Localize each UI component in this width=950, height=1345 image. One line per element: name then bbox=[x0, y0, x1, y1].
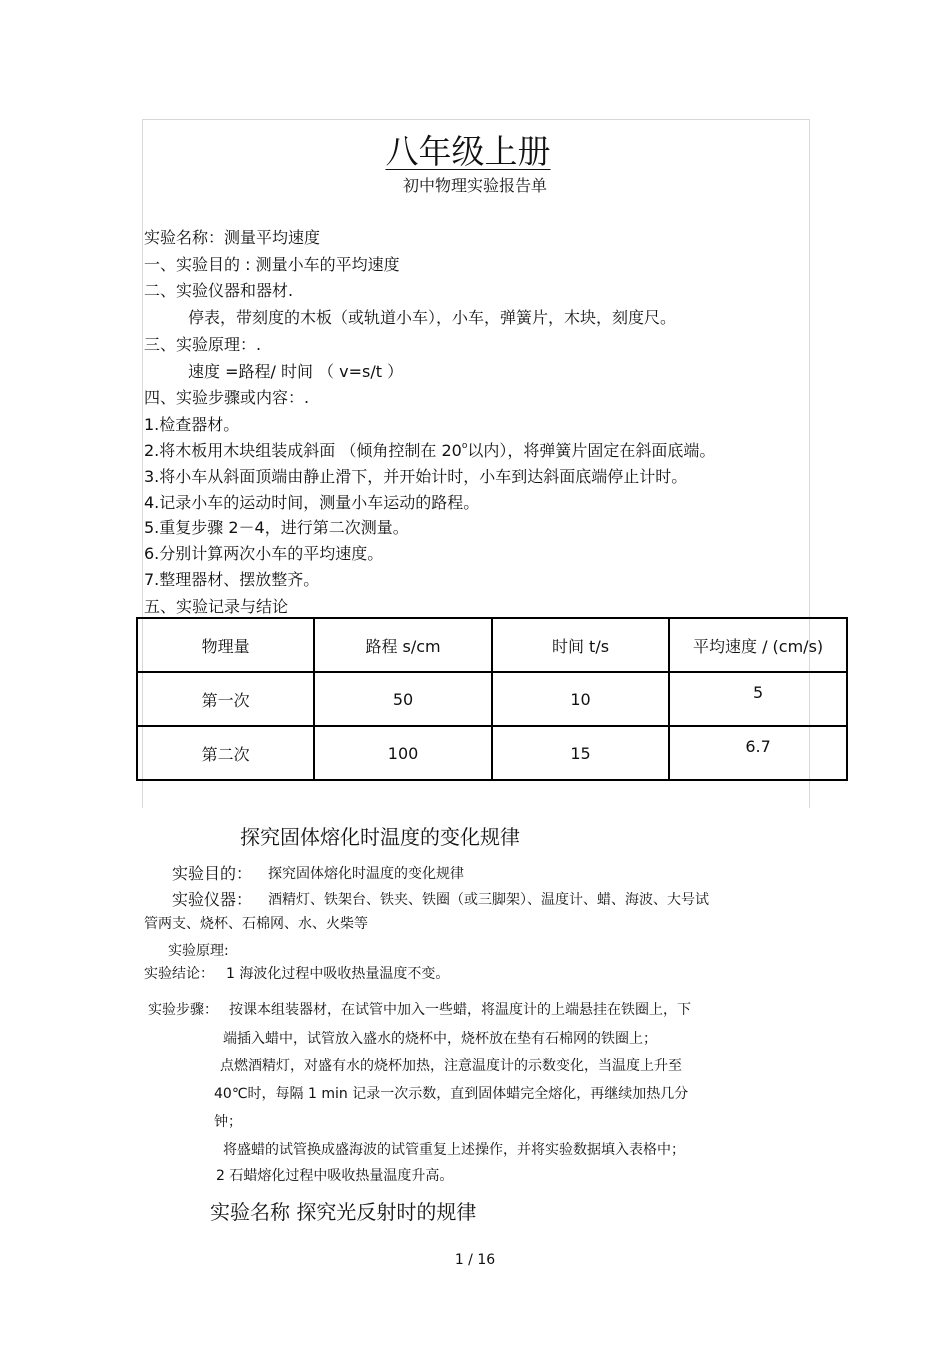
equipment-heading: 二、实验仪器和器材. bbox=[144, 281, 294, 300]
experiment-name: 实验名称：测量平均速度 bbox=[144, 228, 321, 247]
melting-equipment: 酒精灯、铁架台、铁夹、铁圈（或三脚架）、温度计、蜡、海波、大号试 bbox=[268, 892, 709, 908]
table-header-cell: 路程 s/cm bbox=[314, 618, 492, 672]
melting-equipment-cont: 管两支、烧杯、石棉网、水、火柴等 bbox=[144, 916, 368, 932]
table-header-cell: 物理量 bbox=[137, 618, 314, 672]
table-row bbox=[137, 726, 847, 780]
equipment-list: 停表，带刻度的木板（或轨道小车），小车，弹簧片，木块，刻度尺。 bbox=[188, 308, 677, 327]
step-7: 7.整理器材、摆放整齐。 bbox=[144, 570, 320, 589]
table-cell: 50 bbox=[314, 672, 492, 726]
table-cell: 10 bbox=[492, 672, 669, 726]
table-header-cell: 时间 t/s bbox=[492, 618, 669, 672]
step-5: 5.重复步骤 2－4，进行第二次测量。 bbox=[144, 518, 409, 537]
step-1: 1.检查器材。 bbox=[144, 415, 240, 434]
steps-line-5: 钟； bbox=[214, 1114, 242, 1130]
table-header-cell: 平均速度 / (cm/s) bbox=[669, 618, 847, 672]
steps-line-3: 点燃酒精灯，对盛有水的烧杯加热，注意温度计的示数变化，当温度上升至 bbox=[220, 1058, 682, 1074]
section-title-reflection: 实验名称 探究光反射时的规律 bbox=[210, 1200, 477, 1224]
steps-line-6: 将盛蜡的试管换成盛海波的试管重复上述操作，并将实验数据填入表格中； bbox=[223, 1142, 685, 1158]
steps-label: 实验步骤： bbox=[148, 1002, 218, 1018]
table-cell: 6.7 bbox=[669, 726, 847, 780]
steps-heading: 四、实验步骤或内容：. bbox=[144, 388, 310, 407]
table-cell: 第一次 bbox=[137, 672, 314, 726]
step-3: 3.将小车从斜面顶端由静止滑下，并开始计时，小车到达斜面底端停止计时。 bbox=[144, 467, 688, 486]
table-header-row bbox=[137, 618, 847, 672]
purpose-label: 实验目的： bbox=[172, 864, 253, 883]
principle-formula: 速度 =路程/ 时间 （ v=s/t ） bbox=[188, 362, 404, 381]
table-cell: 第二次 bbox=[137, 726, 314, 780]
steps-line-1: 按课本组装器材，在试管中加入一些蜡，将温度计的上端悬挂在铁圈上，下 bbox=[229, 1002, 691, 1018]
steps-line-2: 端插入蜡中，试管放入盛水的烧杯中，烧杯放在垫有石棉网的铁圈上； bbox=[223, 1031, 657, 1047]
page-number: 1 / 16 bbox=[454, 1252, 496, 1268]
table-cell: 15 bbox=[492, 726, 669, 780]
table-cell: 100 bbox=[314, 726, 492, 780]
principle-label: 实验原理: bbox=[168, 943, 229, 959]
page-title: 八年级上册 bbox=[385, 132, 551, 171]
principle-heading: 三、实验原理：. bbox=[144, 335, 262, 354]
conclusion-label: 实验结论： bbox=[144, 966, 214, 982]
section-title-melting: 探究固体熔化时温度的变化规律 bbox=[240, 825, 520, 849]
step-6: 6.分别计算两次小车的平均速度。 bbox=[144, 544, 384, 563]
page-subtitle: 初中物理实验报告单 bbox=[402, 176, 547, 195]
conclusion-2: 2 石蜡熔化过程中吸收热量温度升高。 bbox=[216, 1168, 454, 1184]
melting-purpose: 探究固体熔化时温度的变化规律 bbox=[268, 866, 464, 882]
equipment-label: 实验仪器： bbox=[172, 890, 253, 909]
conclusion-1: 1 海波化过程中吸收热量温度不变。 bbox=[226, 966, 450, 982]
steps-line-4: 40℃时，每隔 1 min 记录一次示数，直到固体蜡完全熔化，再继续加热几分 bbox=[214, 1086, 689, 1102]
step-2: 2.将木板用木块组装成斜面 （倾角控制在 20$^o$以内），将弹簧片固定在斜面底端。 bbox=[144, 441, 716, 460]
record-table bbox=[136, 617, 848, 781]
step-4: 4.记录小车的运动时间，测量小车运动的路程。 bbox=[144, 493, 480, 512]
table-cell: 5 bbox=[669, 672, 847, 726]
record-heading: 五、实验记录与结论 bbox=[144, 597, 289, 616]
table-row bbox=[137, 672, 847, 726]
experiment-purpose: 一、实验目的 : 测量小车的平均速度 bbox=[144, 255, 400, 274]
